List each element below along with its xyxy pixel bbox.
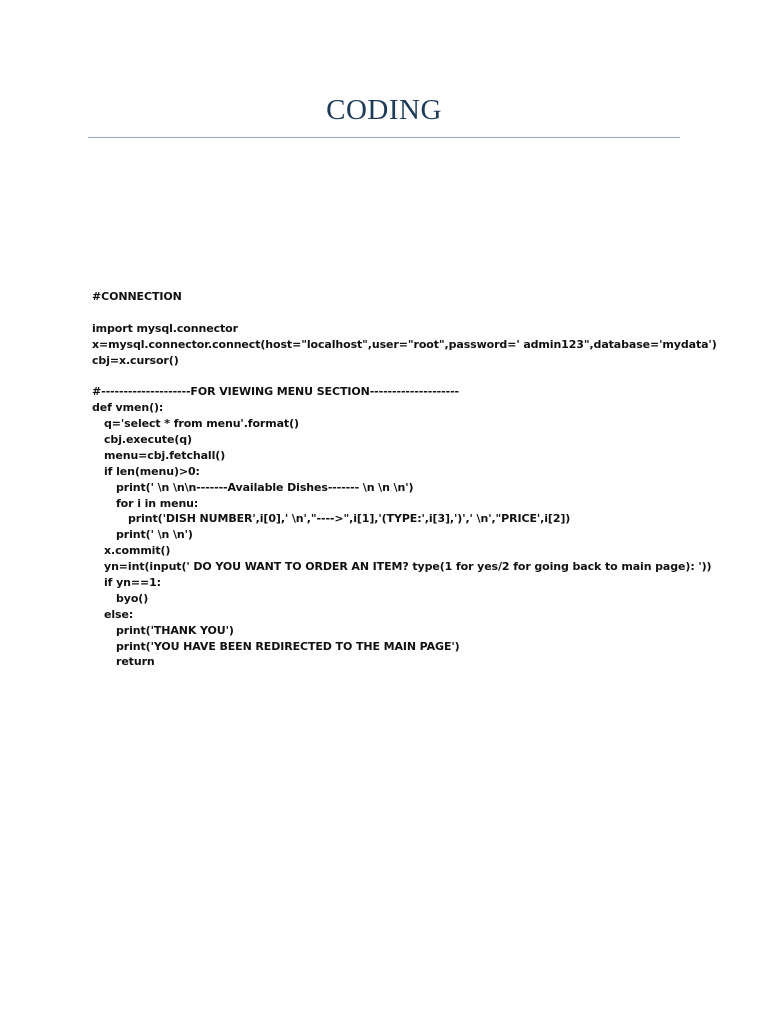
code-line: #CONNECTION	[92, 290, 182, 303]
code-line: print('DISH NUMBER',i[0],' \n',"---->",i[1],'(TYPE:',i[3],')',' \n',"PRICE',i[2])	[128, 512, 571, 526]
code-line: if len(menu)>0:	[104, 464, 200, 478]
code-line	[92, 368, 692, 384]
code-line: cbj.execute(q)	[104, 433, 192, 447]
code-line: print('THANK YOU')	[116, 623, 234, 637]
code-block	[92, 289, 717, 670]
page-title: CODING	[326, 94, 442, 126]
code-line: yn=int(input(' DO YOU WANT TO ORDER AN ITEM? type(1 for yes/2 for going back to main page): '))	[104, 560, 712, 574]
code-line: print('YOU HAVE BEEN REDIRECTED TO THE MAIN PAGE')	[116, 639, 460, 653]
code-line: q='select * from menu'.format()	[104, 417, 299, 431]
code-line: x=mysql.connector.connect(host="localhost",user="root",password=' admin123",database='mydata')	[92, 337, 717, 351]
code-line: byo()	[116, 591, 149, 605]
code-line: import mysql.connector	[92, 321, 238, 335]
code-line: menu=cbj.fetchall()	[104, 448, 226, 462]
code-line: x.commit()	[104, 544, 171, 558]
code-line: #--------------------FOR VIEWING MENU SECTION--------------------	[92, 385, 460, 399]
title-divider	[88, 137, 680, 138]
code-line: else:	[104, 607, 134, 621]
code-line: for i in menu:	[116, 496, 199, 510]
code-line: if yn==1:	[104, 576, 161, 590]
code-line: return	[116, 655, 155, 669]
code-line: def vmen():	[92, 401, 164, 415]
code-line: print(' \n \n')	[116, 528, 193, 542]
code-line	[92, 305, 692, 321]
code-line: cbj=x.cursor()	[92, 353, 179, 367]
code-line: print(' \n \n\n-------Available Dishes------- \n \n \n')	[116, 480, 414, 494]
